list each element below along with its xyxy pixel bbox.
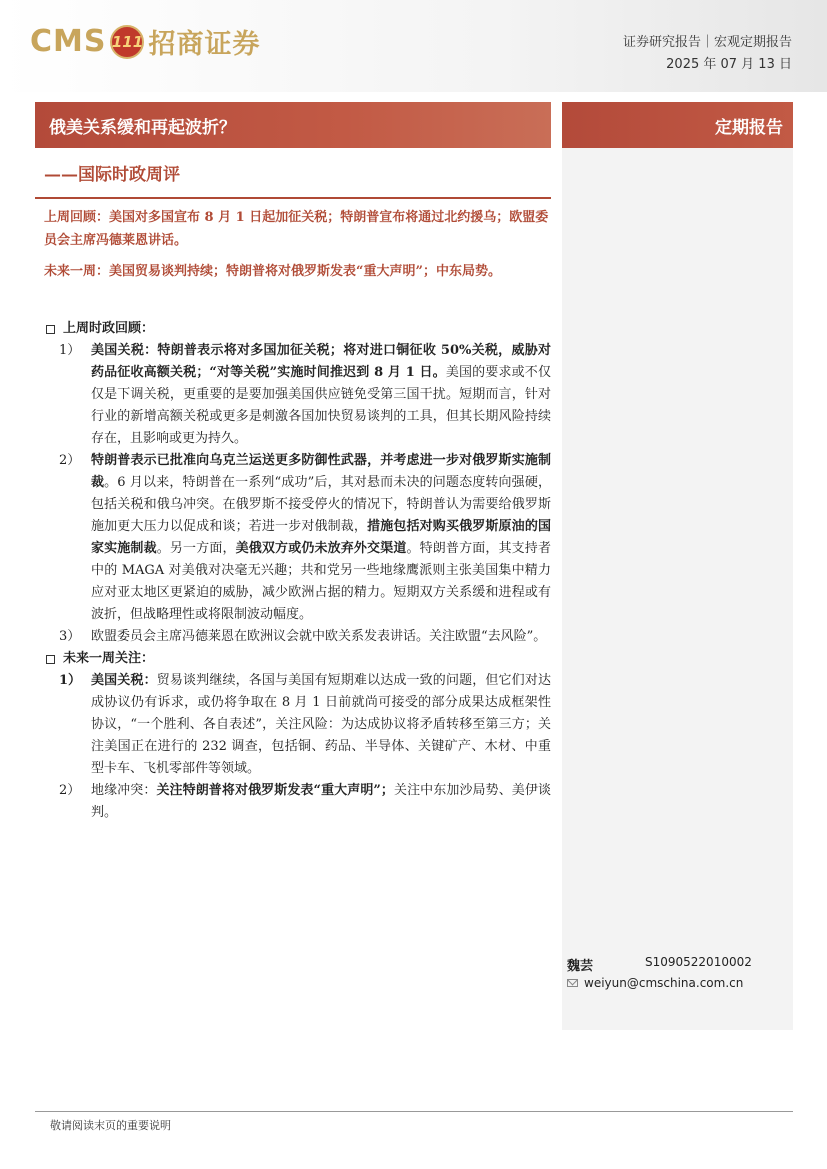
header-info — [623, 32, 792, 76]
list-item: 1） 美国关税：特朗普表示将对多国加征关税；将对进口铜征收 50%关税，威胁对药品征收高额关税；“对等关税”实施时间推迟到 8 月 1 日。美国的要求或不仅仅是下调关税，更重要的是要加强美国供应链免受第三国干扰。短期而言，针对行业的新增高额关税或更多是刺激各国加快贸易谈判的工具，但其长期风险持续存在，且影响或更为持久。 — [59, 343, 551, 446]
logo-mark-icon: 111 — [110, 25, 144, 59]
list-item: 2） 特朗普表示已批准向乌克兰运送更多防御性武器，并考虑进一步对俄罗斯实施制裁。6 月以来，特朗普在一系列“成功”后，其对悬而未决的问题态度转向强硬，包括关税和俄乌冲突。在俄罗斯不接受停火的情况下，特朗普认为需要给俄罗斯施加更大压力以促成和谈；若进一步对俄制裁，措施包括对购买俄罗斯原油的国家实施制裁。另一方面，美俄双方或仍未放弃外交渠道。特朗普方面，其支持者中的 MAGA 对美俄对决毫无兴趣；共和党另一些地缘鹰派则主张美国集中精力应对亚太地区更紧迫的威胁，减少欧洲占据的精力。短期双方关系缓和进程或有波折，但战略理性或将限制波动幅度。 — [59, 453, 551, 622]
list-item: 3） 欧盟委员会主席冯德莱恩在欧洲议会就中欧关系发表讲话。关注欧盟“去风险”。 — [59, 629, 547, 644]
report-date: 2025 年 07 月 13 日 — [666, 57, 792, 72]
sidebar-header — [562, 102, 793, 148]
section-heading-outlook: 未来一周关注： — [44, 648, 551, 670]
list-item: 1） 美国关税：贸易谈判继续，各国与美国有短期难以达成一致的问题，但它们对达成协议仍有诉求，或仍将争取在 8 月 1 日前就尚可接受的部分成果达成框架性协议，“一个胜利、各自表述”，关注风险：为达成协议将矛盾转移至第三方；关注美国正在进行的 232 调查，包括铜、药品、半导体、关键矿产、木材、中重型卡车、飞机零部件等领域。 — [59, 673, 551, 776]
summary-last-week: 上周回顾：美国对多国宣布 8 月 1 日起加征关税；特朗普宣布将通过北约援乌；欧盟委员会主席冯德莱恩讲话。 — [44, 210, 549, 248]
logo-text: CMS — [30, 24, 107, 59]
checkbox-bullet-icon — [46, 655, 55, 664]
footer-divider — [35, 1111, 793, 1112]
section-heading-review: 上周时政回顾： — [44, 318, 551, 340]
checkbox-bullet-icon — [46, 325, 55, 334]
title-divider — [35, 197, 551, 199]
report-subtitle: ——国际时政周评 — [44, 165, 180, 185]
sidebar-label: 定期报告 — [715, 118, 783, 138]
report-type: 证券研究报告｜宏观定期报告 — [622, 35, 792, 50]
author-email[interactable]: weiyun@cmschina.com.cn — [567, 976, 743, 990]
sidebar-panel — [562, 148, 793, 1030]
title-bar — [35, 102, 551, 148]
author-name: 魏芸 — [567, 959, 594, 974]
footer-note: 敬请阅读末页的重要说明 — [50, 1119, 171, 1132]
report-title: 俄美关系缓和再起波折？ — [49, 118, 236, 138]
envelope-icon — [567, 979, 578, 987]
list-item: 2） 地缘冲突：关注特朗普将对俄罗斯发表“重大声明”；关注中东加沙局势、美伊谈判。 — [59, 783, 551, 820]
logo-chinese-name: 招商证券 — [148, 29, 261, 60]
summary-next-week: 未来一周：美国贸易谈判持续；特朗普将对俄罗斯发表“重大声明”；中东局势。 — [44, 264, 501, 279]
author-license: S1090522010002 — [645, 955, 752, 969]
company-logo — [30, 22, 260, 61]
report-body — [44, 318, 551, 824]
